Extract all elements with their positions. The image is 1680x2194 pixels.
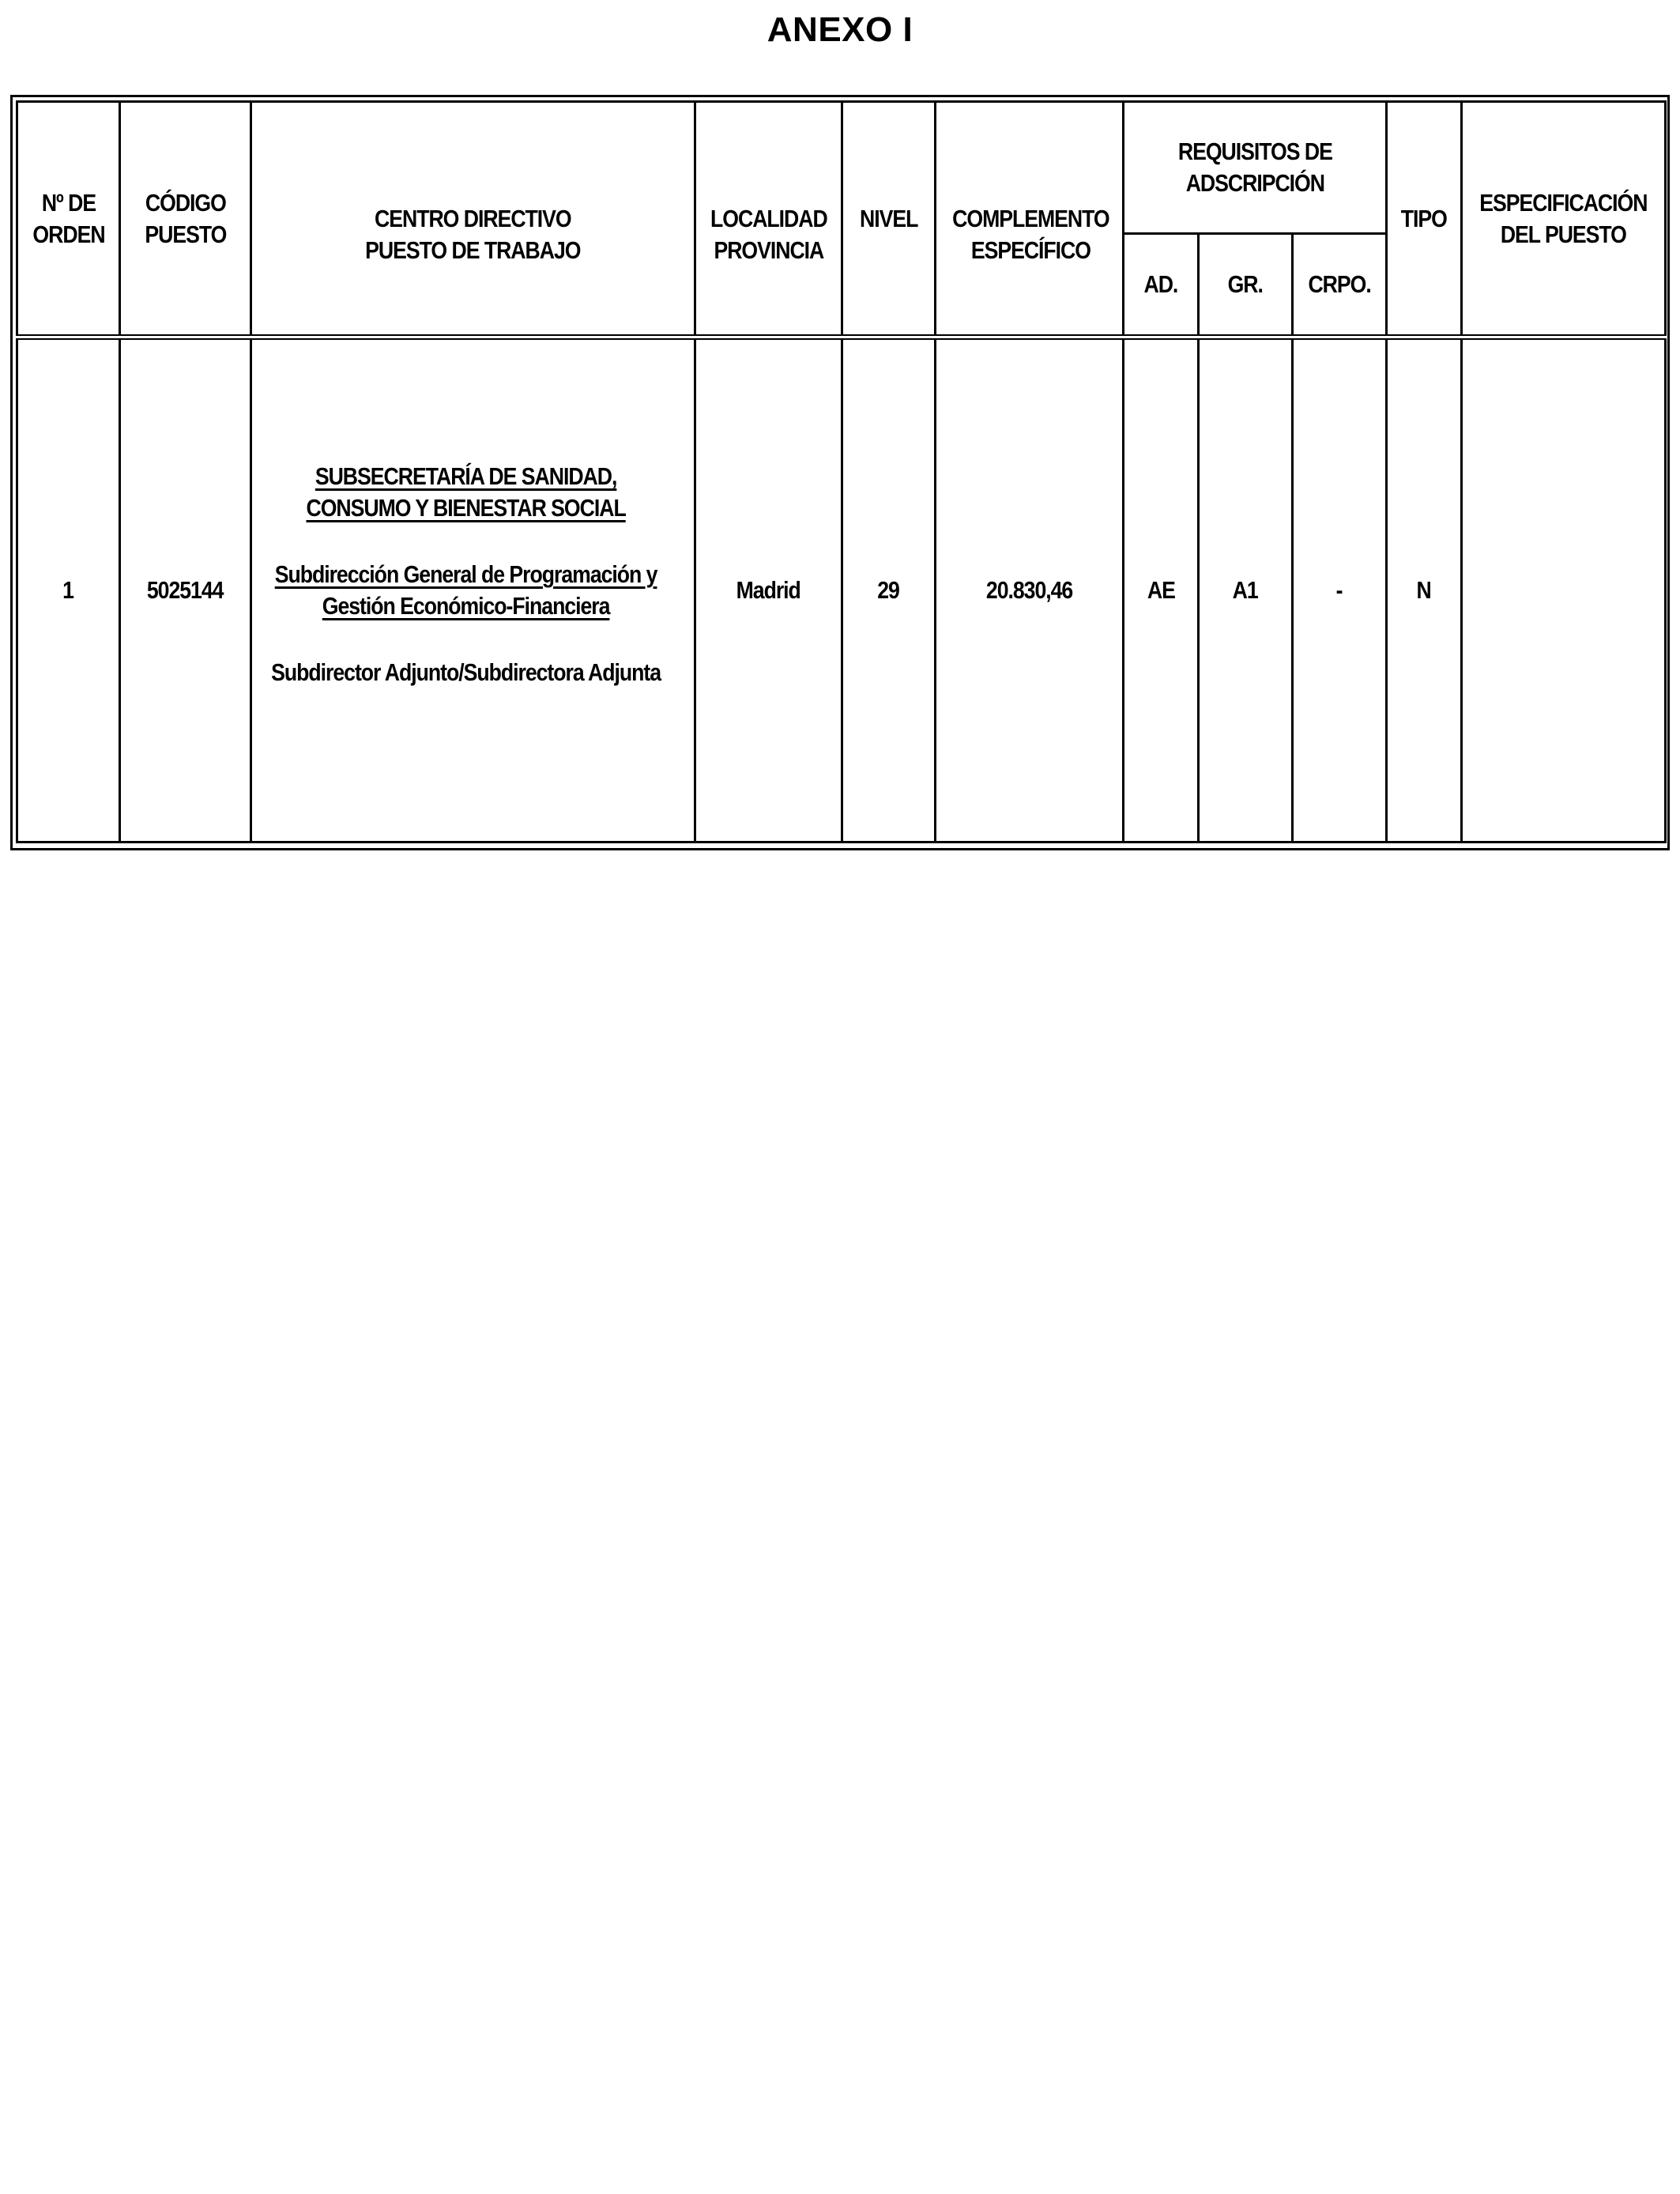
header-especificacion: ESPECIFICACIÓN DEL PUESTO bbox=[1462, 102, 1666, 337]
header-tipo: TIPO bbox=[1387, 102, 1462, 337]
cell-nivel: 29 bbox=[842, 337, 936, 843]
table-row bbox=[17, 337, 1666, 843]
header-gr: GR. bbox=[1199, 234, 1293, 337]
subdireccion-line-1: Subdirección General de Programación y bbox=[274, 560, 657, 588]
annex-table bbox=[16, 100, 1667, 843]
header-requisitos: REQUISITOS DE ADSCRIPCIÓN bbox=[1124, 102, 1387, 234]
header-centro: CENTRO DIRECTIVO PUESTO DE TRABAJO bbox=[251, 102, 695, 337]
header-crpo: CRPO. bbox=[1293, 234, 1387, 337]
puesto-trabajo: Subdirector Adjunto/Subdirectora Adjunta bbox=[271, 658, 661, 686]
header-localidad: LOCALIDAD PROVINCIA bbox=[695, 102, 842, 337]
header-nivel: NIVEL bbox=[842, 102, 936, 337]
header-orden: Nº DE ORDEN bbox=[17, 102, 120, 337]
annex-table-frame bbox=[10, 95, 1670, 850]
cell-ad: AE bbox=[1124, 337, 1199, 843]
subdireccion-line-2: Gestión Económico-Financiera bbox=[322, 592, 610, 620]
cell-especificacion bbox=[1462, 337, 1666, 843]
cell-orden: 1 bbox=[17, 337, 120, 843]
header-row-top bbox=[17, 102, 1666, 234]
header-complemento: COMPLEMENTO ESPECÍFICO bbox=[936, 102, 1124, 337]
cell-tipo: N bbox=[1387, 337, 1462, 843]
cell-complemento: 20.830,46 bbox=[936, 337, 1124, 843]
cell-crpo: - bbox=[1293, 337, 1387, 843]
cell-codigo: 5025144 bbox=[120, 337, 251, 843]
centro-directivo-line-2: CONSUMO Y BIENESTAR SOCIAL bbox=[306, 494, 626, 522]
centro-directivo-line-1: SUBSECRETARÍA DE SANIDAD, bbox=[315, 462, 617, 490]
cell-centro bbox=[251, 337, 695, 843]
header-codigo: CÓDIGO PUESTO bbox=[120, 102, 251, 337]
cell-gr: A1 bbox=[1199, 337, 1293, 843]
document-title: ANEXO I bbox=[767, 10, 913, 49]
cell-localidad: Madrid bbox=[695, 337, 842, 843]
header-ad: AD. bbox=[1124, 234, 1199, 337]
